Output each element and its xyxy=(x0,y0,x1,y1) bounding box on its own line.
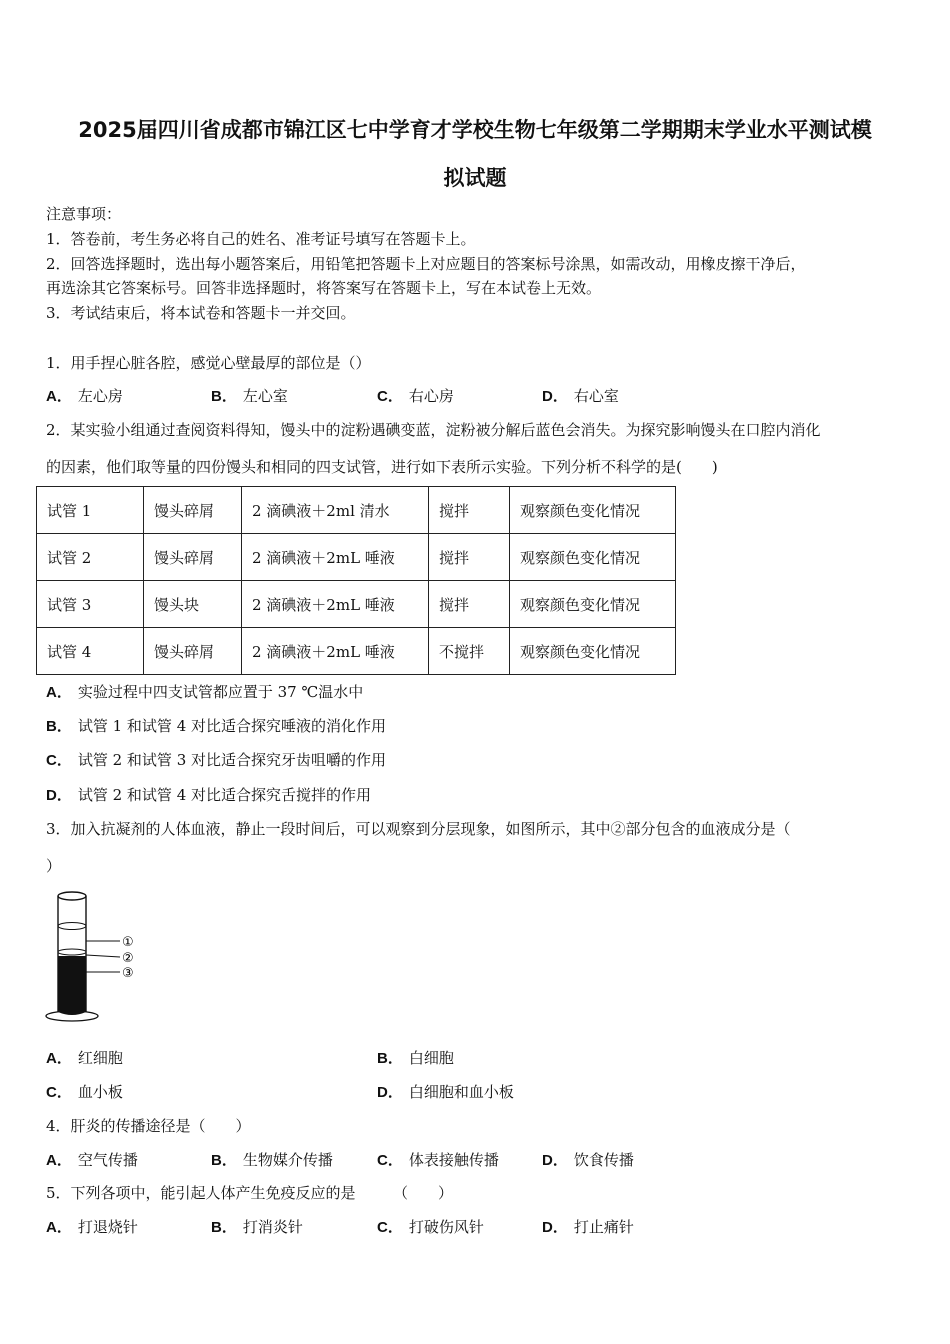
table-cell: 试管 1 xyxy=(37,487,144,534)
notice-item-2: 2．回答选择题时，选出每小题答案后，用铅笔把答题卡上对应题目的答案标号涂黑，如需改动，用橡皮擦干净后， xyxy=(46,255,806,273)
table-cell: 搅拌 xyxy=(429,581,510,628)
table-cell: 不搅拌 xyxy=(429,628,510,675)
q1-option-b: B． 左心室 xyxy=(211,387,288,405)
table-cell: 2 滴碘液＋2mL 唾液 xyxy=(242,628,429,675)
figure-label-3: ③ xyxy=(122,966,134,981)
table-cell: 馒头碎屑 xyxy=(144,487,242,534)
q4-option-d: D． 饮食传播 xyxy=(542,1151,634,1169)
q5-option-d: D． 打止痛针 xyxy=(542,1218,634,1236)
q3-stem-line-1: 3．加入抗凝剂的人体血液，静止一段时间后，可以观察到分层现象，如图所示，其中②部分包含的血液成分是（ xyxy=(46,820,791,838)
figure-label-1: ① xyxy=(122,935,134,950)
q1-stem: 1．用手捏心脏各腔，感觉心壁最厚的部位是（） xyxy=(46,354,371,372)
table-cell: 观察颜色变化情况 xyxy=(510,581,676,628)
q3-option-c: C． 血小板 xyxy=(46,1083,123,1101)
table-row xyxy=(37,581,676,628)
q5-option-c: C． 打破伤风针 xyxy=(377,1218,484,1236)
table-row xyxy=(37,628,676,675)
q3-option-a: A． 红细胞 xyxy=(46,1049,123,1067)
q5-option-a: A． 打退烧针 xyxy=(46,1218,138,1236)
table-cell: 馒头碎屑 xyxy=(144,534,242,581)
table-cell: 馒头块 xyxy=(144,581,242,628)
label-line-2 xyxy=(86,955,120,957)
table-row xyxy=(37,534,676,581)
q2-option-b: B． 试管 1 和试管 4 对比适合探究唾液的消化作用 xyxy=(46,717,387,735)
plasma-surface xyxy=(58,923,86,930)
red-cell-layer xyxy=(58,956,86,1015)
table-cell: 观察颜色变化情况 xyxy=(510,534,676,581)
table-cell: 观察颜色变化情况 xyxy=(510,487,676,534)
q5-option-b: B． 打消炎针 xyxy=(211,1218,303,1236)
table-cell: 搅拌 xyxy=(429,487,510,534)
blood-test-tube-figure xyxy=(44,886,164,1026)
q4-option-b: B． 生物媒介传播 xyxy=(211,1151,333,1169)
exam-title-line-2: 拟试题 xyxy=(443,166,507,190)
q4-option-c: C． 体表接触传播 xyxy=(377,1151,499,1169)
q4-stem: 4．肝炎的传播途径是（ ） xyxy=(46,1117,251,1135)
q3-option-d: D． 白细胞和血小板 xyxy=(377,1083,514,1101)
q2-stem-line-1: 2．某实验小组通过查阅资料得知，馒头中的淀粉遇碘变蓝，淀粉被分解后蓝色会消失。为探究影响馒头在口腔内消化 xyxy=(46,421,821,439)
q2-stem-line-2: 的因素，他们取等量的四份馒头和相同的四支试管，进行如下表所示实验。下列分析不科学的是( ) xyxy=(46,458,718,476)
q4-option-a: A． 空气传播 xyxy=(46,1151,138,1169)
table-cell: 2 滴碘液＋2mL 唾液 xyxy=(242,581,429,628)
q3-stem-line-2: ） xyxy=(46,857,62,875)
table-cell: 2 滴碘液＋2mL 唾液 xyxy=(242,534,429,581)
q2-option-d: D． 试管 2 和试管 4 对比适合探究舌搅拌的作用 xyxy=(46,786,372,804)
tube-rim xyxy=(58,892,86,900)
notice-item-2-continued: 再选涂其它答案标号。回答非选择题时，将答案写在答题卡上，写在本试卷上无效。 xyxy=(46,279,602,297)
exam-title-line-1: 2025届四川省成都市锦江区七中学育才学校生物七年级第二学期期末学业水平测试模 xyxy=(78,118,872,142)
notice-item-3: 3．考试结束后，将本试卷和答题卡一并交回。 xyxy=(46,304,356,322)
table-row xyxy=(37,487,676,534)
q3-option-b: B． 白细胞 xyxy=(377,1049,454,1067)
notice-heading: 注意事项： xyxy=(46,205,122,223)
table-cell: 2 滴碘液＋2ml 清水 xyxy=(242,487,429,534)
experiment-table xyxy=(36,486,676,675)
table-cell: 观察颜色变化情况 xyxy=(510,628,676,675)
table-cell: 搅拌 xyxy=(429,534,510,581)
notice-item-1: 1．答卷前，考生务必将自己的姓名、准考证号填写在答题卡上。 xyxy=(46,230,476,248)
q1-option-c: C． 右心房 xyxy=(377,387,454,405)
table-cell: 试管 4 xyxy=(37,628,144,675)
q2-option-c: C． 试管 2 和试管 3 对比适合探究牙齿咀嚼的作用 xyxy=(46,751,387,769)
table-cell: 试管 3 xyxy=(37,581,144,628)
q1-option-d: D． 右心室 xyxy=(542,387,619,405)
table-cell: 试管 2 xyxy=(37,534,144,581)
q1-option-a: A． 左心房 xyxy=(46,387,123,405)
table-cell: 馒头碎屑 xyxy=(144,628,242,675)
q2-option-a: A． 实验过程中四支试管都应置于 37 ℃温水中 xyxy=(46,683,364,701)
buffy-coat-layer xyxy=(58,949,86,955)
q5-stem: 5．下列各项中，能引起人体产生免疫反应的是 （ ） xyxy=(46,1184,454,1202)
figure-label-2: ② xyxy=(122,951,134,966)
